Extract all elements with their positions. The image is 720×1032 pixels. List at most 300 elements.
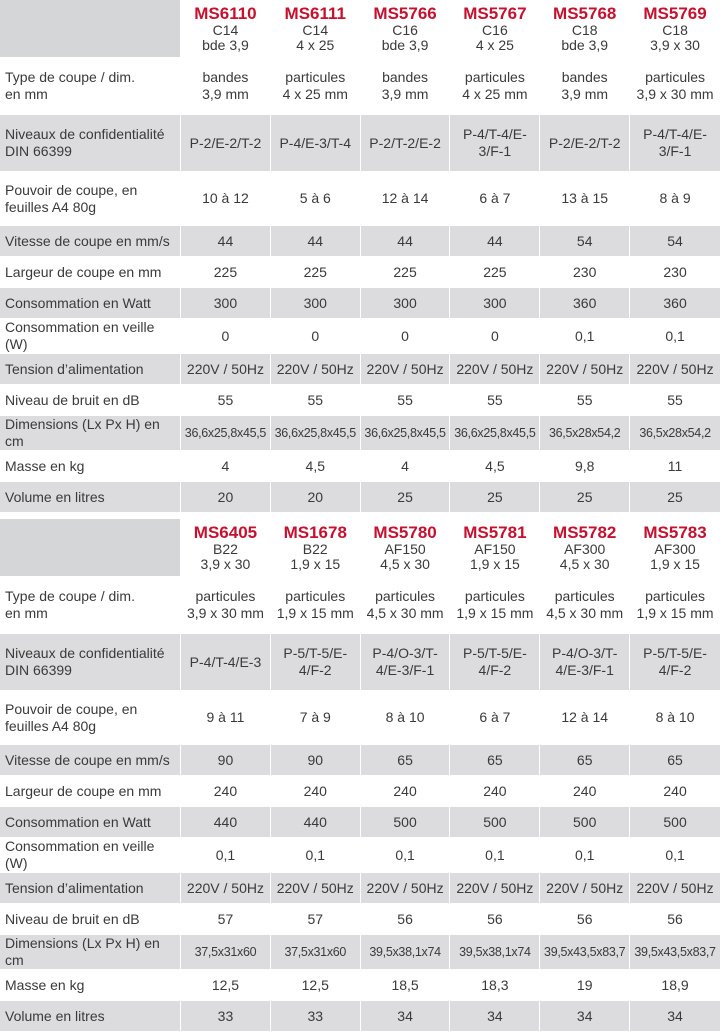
spec-cell: 56: [540, 904, 630, 935]
spec-cell: 25: [450, 482, 540, 513]
model-header: [271, 0, 361, 58]
spec-cell-line: 1,9 x 15 mm: [636, 605, 714, 621]
spec-cell-line: 4 x 25 mm: [462, 86, 528, 102]
spec-cell: 33: [271, 1001, 361, 1032]
spec-cell: 5 à 6: [271, 172, 361, 226]
spec-cell: 54: [540, 226, 630, 257]
spec-cell-line: particules: [645, 69, 706, 85]
spec-cell-line: 3,9 mm: [202, 86, 249, 102]
row-label: [0, 634, 181, 691]
row-label-line: Type de coupe / dim.: [5, 588, 135, 604]
model-name: MS6405: [193, 523, 258, 542]
model-cut-size: bde 3,9: [202, 37, 249, 53]
spec-cell: 500: [630, 807, 720, 838]
spec-cell: 0: [181, 319, 271, 354]
row-label: Consommation en Watt: [0, 807, 181, 838]
spec-cell: 39,5x38,1x74: [450, 935, 540, 970]
spec-cell-line: P-2/T-2/E-2: [369, 134, 441, 151]
model-name: MS5769: [643, 4, 707, 23]
spec-cell: [450, 115, 540, 172]
spec-cell: 39,5x38,1x74: [361, 935, 451, 970]
model-cut-size: 1,9 x 15: [290, 556, 341, 572]
spec-cell-line: P-2/E-2/T-2: [189, 134, 262, 151]
spec-cell-line: 3,9 mm: [381, 86, 429, 102]
spec-cell: [361, 577, 451, 634]
model-cut-size: 4,5 x 30: [380, 556, 430, 572]
row-label-line: feuilles A4 80g: [5, 198, 97, 215]
spec-cell: 18,5: [361, 970, 451, 1001]
spec-cell: 33: [181, 1001, 271, 1032]
model-header-row: [0, 0, 720, 58]
spec-cell: 220V / 50Hz: [181, 873, 271, 904]
spec-cell: [540, 634, 630, 691]
model-header: [361, 0, 451, 58]
row-label: Consommation en veille (W): [0, 838, 181, 873]
spec-cell-line: 1,9 x 15 mm: [276, 605, 354, 621]
spec-cell: [271, 634, 361, 691]
spec-cell: 12 à 14: [361, 172, 451, 226]
row-label: Largeur de coupe en mm: [0, 257, 181, 288]
model-cut-size: 1,9 x 15: [650, 556, 700, 572]
model-cut-size: 4,5 x 30: [559, 556, 610, 572]
spec-cell: 0,1: [361, 838, 451, 873]
spec-cell-line: 4,5 x 30 mm: [366, 605, 444, 621]
spec-cell-line: P-4/T-4/E-3: [189, 653, 262, 670]
spec-row-niveaux: [0, 115, 720, 172]
model-header: [450, 0, 540, 58]
spec-cell: 18,9: [630, 970, 720, 1001]
spec-row-bruit: [0, 385, 720, 416]
model-cut-size: 4 x 25: [296, 37, 335, 53]
spec-cell: 37,5x31x60: [181, 935, 271, 970]
spec-cell: 11: [630, 451, 720, 482]
spec-row-consommation: [0, 288, 720, 319]
model-header: [181, 519, 271, 577]
spec-cell-line: particules: [464, 69, 525, 85]
spec-row-niveaux: [0, 634, 720, 691]
spec-cell: 220V / 50Hz: [450, 354, 540, 385]
header-corner: [0, 0, 181, 58]
model-name: MS5781: [463, 523, 527, 542]
spec-cell-line: P-4/T-4/E-: [643, 126, 707, 142]
row-label: Masse en kg: [0, 970, 181, 1001]
row-label-line: Type de coupe / dim.: [5, 69, 135, 85]
model-cut-class: AF300: [564, 541, 606, 557]
model-header: [630, 519, 720, 577]
row-label: Consommation en veille (W): [0, 319, 181, 354]
model-header: [361, 519, 451, 577]
spec-cell: 44: [181, 226, 271, 257]
spec-cell: 240: [540, 776, 630, 807]
spec-cell-line: particules: [554, 588, 615, 604]
row-label: Volume en litres: [0, 1001, 181, 1032]
spec-cell: 55: [540, 385, 630, 416]
model-cut-class: C14: [212, 22, 239, 38]
spec-cell: 9,8: [540, 451, 630, 482]
spec-cell: 8 à 9: [630, 172, 720, 226]
row-label: [0, 172, 181, 226]
spec-cell: 225: [361, 257, 451, 288]
spec-cell: 4: [361, 451, 451, 482]
spec-cell: 36,6x25,8x45,5: [181, 416, 271, 451]
spec-cell: 65: [450, 745, 540, 776]
row-label: Masse en kg: [0, 451, 181, 482]
spec-cell: 55: [181, 385, 271, 416]
spec-cell: [540, 577, 630, 634]
spec-cell: 6 à 7: [450, 691, 540, 745]
row-label: Tension d’alimentation: [0, 873, 181, 904]
spec-cell: 8 à 10: [361, 691, 451, 745]
model-cut-size: 1,9 x 15: [469, 556, 520, 572]
spec-cell: 36,5x28x54,2: [630, 416, 720, 451]
row-label-line: en mm: [5, 605, 48, 621]
spec-cell: 500: [361, 807, 451, 838]
spec-row-pouvoir: [0, 691, 720, 745]
spec-cell: [181, 634, 271, 691]
spec-cell: 300: [361, 288, 451, 319]
spec-cell: 34: [361, 1001, 451, 1032]
row-label: Vitesse de coupe en mm/s: [0, 745, 181, 776]
model-header: [271, 519, 361, 577]
spec-cell: 44: [361, 226, 451, 257]
spec-cell: 0: [450, 319, 540, 354]
spec-cell: 440: [181, 807, 271, 838]
spec-cell: 12,5: [181, 970, 271, 1001]
spec-cell: 55: [271, 385, 361, 416]
spec-cell: 19: [540, 970, 630, 1001]
spec-cell: 39,5x43,5x83,7: [540, 935, 630, 970]
spec-cell: 0,1: [540, 319, 630, 354]
spec-cell: [630, 58, 720, 115]
row-label: Tension d’alimentation: [0, 354, 181, 385]
spec-cell: [630, 115, 720, 172]
spec-cell: 44: [271, 226, 361, 257]
spec-cell: 34: [630, 1001, 720, 1032]
spec-cell: 0: [271, 319, 361, 354]
spec-row-veille: [0, 838, 720, 873]
spec-cell-line: bandes: [561, 69, 608, 85]
spec-cell: 25: [361, 482, 451, 513]
spec-cell: 56: [450, 904, 540, 935]
spec-cell: 6 à 7: [450, 172, 540, 226]
spec-cell: [630, 634, 720, 691]
spec-cell-line: particules: [464, 588, 525, 604]
spec-cell: 240: [271, 776, 361, 807]
row-label: [0, 58, 181, 115]
model-cut-size: bde 3,9: [381, 37, 429, 53]
spec-cell: [361, 58, 451, 115]
spec-cell-line: 1,9 x 15 mm: [456, 605, 534, 621]
spec-cell-line: bandes: [202, 69, 249, 85]
spec-row-tension: [0, 873, 720, 904]
spec-cell-line: particules: [645, 588, 706, 604]
spec-cell: 240: [361, 776, 451, 807]
spec-cell: 12 à 14: [540, 691, 630, 745]
spec-cell: 9 à 11: [181, 691, 271, 745]
row-label-line: Niveaux de confidentialité: [5, 645, 165, 661]
model-name: MS6111: [284, 4, 346, 23]
row-label-line: Pouvoir de coupe, en: [5, 700, 138, 717]
spec-cell: 230: [630, 257, 720, 288]
spec-cell: 220V / 50Hz: [630, 873, 720, 904]
spec-cell: 54: [630, 226, 720, 257]
spec-cell-line: 4/E-3/F-1: [555, 662, 614, 678]
spec-cell: 220V / 50Hz: [450, 873, 540, 904]
model-cut-class: AF150: [474, 541, 516, 557]
spec-cell: 12,5: [271, 970, 361, 1001]
model-name: MS5766: [373, 4, 437, 23]
spec-cell-line: 3,9 mm: [561, 86, 609, 102]
row-label-line: en mm: [5, 86, 48, 102]
model-cut-size: 3,9 x 30: [200, 556, 251, 572]
spec-row-veille: [0, 319, 720, 354]
model-header: [181, 0, 271, 58]
spec-cell: 220V / 50Hz: [630, 354, 720, 385]
row-label: Volume en litres: [0, 482, 181, 513]
spec-cell: [271, 58, 361, 115]
spec-cell-line: P-4/T-4/E-: [462, 126, 527, 142]
row-label: Niveau de bruit en dB: [0, 904, 181, 935]
model-name: MS6110: [194, 4, 257, 23]
row-label: Vitesse de coupe en mm/s: [0, 226, 181, 257]
spec-cell: 20: [181, 482, 271, 513]
model-name: MS5768: [553, 4, 617, 23]
spec-cell: 0,1: [540, 838, 630, 873]
spec-cell: 230: [540, 257, 630, 288]
model-header-row: [0, 519, 720, 577]
spec-cell-line: 3/F-1: [478, 143, 512, 159]
spec-cell: 20: [271, 482, 361, 513]
row-label: Consommation en Watt: [0, 288, 181, 319]
spec-cell-line: particules: [285, 69, 346, 85]
spec-cell: 220V / 50Hz: [540, 354, 630, 385]
model-cut-class: C18: [571, 22, 598, 38]
spec-cell: [540, 58, 630, 115]
spec-table-2: [0, 519, 720, 1032]
spec-cell: [450, 634, 540, 691]
spec-cell: 7 à 9: [271, 691, 361, 745]
spec-row-vitesse: [0, 226, 720, 257]
spec-cell: 25: [630, 482, 720, 513]
spec-cell: 36,5x28x54,2: [540, 416, 630, 451]
spec-cell: 90: [271, 745, 361, 776]
spec-cell: [271, 577, 361, 634]
spec-cell-line: P-5/T-5/E-: [462, 645, 527, 661]
spec-cell: 500: [450, 807, 540, 838]
row-label-line: Niveaux de confidentialité: [5, 126, 165, 142]
spec-cell: 220V / 50Hz: [540, 873, 630, 904]
spec-cell-line: P-4/O-3/T-: [552, 645, 618, 661]
model-cut-class: B22: [302, 541, 328, 557]
spec-row-dimensions: [0, 935, 720, 970]
spec-cell: 240: [450, 776, 540, 807]
spec-cell-line: P-2/E-2/T-2: [548, 134, 621, 151]
spec-cell: [540, 115, 630, 172]
spec-cell-line: P-4/E-3/T-4: [279, 134, 352, 151]
spec-cell: 360: [630, 288, 720, 319]
spec-cell: [181, 577, 271, 634]
spec-cell: 57: [271, 904, 361, 935]
spec-cell: 500: [540, 807, 630, 838]
spec-cell: 240: [181, 776, 271, 807]
row-label: [0, 577, 181, 634]
spec-cell: 56: [361, 904, 451, 935]
row-label: Dimensions (Lx Px H) en cm: [0, 416, 181, 451]
spec-cell: [630, 577, 720, 634]
spec-cell-line: 4 x 25 mm: [282, 86, 348, 102]
row-label: Dimensions (Lx Px H) en cm: [0, 935, 181, 970]
spec-cell: 0: [361, 319, 451, 354]
spec-cell: 220V / 50Hz: [361, 354, 451, 385]
spec-cell-line: P-4/O-3/T-: [372, 645, 438, 661]
spec-cell: 55: [361, 385, 451, 416]
spec-cell-line: P-5/T-5/E-: [643, 645, 707, 661]
spec-row-consommation: [0, 807, 720, 838]
model-header: [540, 519, 630, 577]
spec-row-pouvoir: [0, 172, 720, 226]
spec-cell: [271, 115, 361, 172]
model-header: [630, 0, 720, 58]
spec-cell: 300: [181, 288, 271, 319]
model-cut-class: C18: [662, 22, 688, 38]
spec-cell-line: bandes: [382, 69, 429, 85]
header-corner: [0, 519, 181, 577]
spec-cell: 300: [271, 288, 361, 319]
spec-cell: 360: [540, 288, 630, 319]
spec-row-tension: [0, 354, 720, 385]
spec-cell: 240: [630, 776, 720, 807]
spec-cell: 0,1: [630, 319, 720, 354]
spec-cell: 44: [450, 226, 540, 257]
spec-cell: 300: [450, 288, 540, 319]
model-name: MS1678: [283, 523, 347, 542]
spec-cell: 39,5x43,5x83,7: [630, 935, 720, 970]
spec-cell: 225: [271, 257, 361, 288]
spec-table-1: [0, 0, 720, 513]
spec-row-largeur: [0, 776, 720, 807]
spec-cell-line: 3/F-1: [658, 143, 692, 159]
spec-cell: 36,6x25,8x45,5: [361, 416, 451, 451]
spec-cell: [361, 115, 451, 172]
spec-cell-line: 4/F-2: [478, 662, 512, 678]
spec-cell-line: 3,9 x 30 mm: [186, 605, 264, 621]
spec-cell: 10 à 12: [181, 172, 271, 226]
spec-row-volume: [0, 1001, 720, 1032]
model-cut-size: 3,9 x 30: [650, 37, 700, 53]
spec-cell: 90: [181, 745, 271, 776]
row-label: Largeur de coupe en mm: [0, 776, 181, 807]
model-name: MS5783: [643, 523, 707, 542]
spec-cell: 4,5: [450, 451, 540, 482]
spec-cell: 0,1: [271, 838, 361, 873]
model-cut-class: B22: [212, 541, 238, 557]
spec-cell: 36,6x25,8x45,5: [450, 416, 540, 451]
spec-cell: 25: [540, 482, 630, 513]
spec-row-volume: [0, 482, 720, 513]
spec-cell: 220V / 50Hz: [361, 873, 451, 904]
model-cut-class: AF150: [384, 541, 426, 557]
spec-cell: 0,1: [181, 838, 271, 873]
spec-cell: 225: [181, 257, 271, 288]
model-cut-class: C14: [302, 22, 329, 38]
spec-cell-line: 4/E-3/F-1: [375, 662, 435, 678]
spec-cell: 4,5: [271, 451, 361, 482]
spec-row-dimensions: [0, 416, 720, 451]
model-name: MS5767: [463, 4, 527, 23]
spec-cell-line: particules: [285, 588, 346, 604]
row-label-line: DIN 66399: [5, 662, 72, 678]
spec-cell: [450, 577, 540, 634]
spec-cell: [450, 58, 540, 115]
spec-row-vitesse: [0, 745, 720, 776]
row-label: Niveau de bruit en dB: [0, 385, 181, 416]
spec-cell: 225: [450, 257, 540, 288]
spec-row-bruit: [0, 904, 720, 935]
model-header: [450, 519, 540, 577]
spec-cell: 55: [450, 385, 540, 416]
spec-cell-line: 4,5 x 30 mm: [546, 605, 624, 621]
spec-cell: 220V / 50Hz: [271, 873, 361, 904]
model-cut-size: 4 x 25: [475, 37, 514, 53]
spec-cell: 220V / 50Hz: [271, 354, 361, 385]
spec-row-masse: [0, 970, 720, 1001]
spec-cell: 0,1: [450, 838, 540, 873]
spec-cell: 65: [630, 745, 720, 776]
model-header: [540, 0, 630, 58]
spec-cell: 4: [181, 451, 271, 482]
model-name: MS5780: [373, 523, 437, 542]
spec-cell: 55: [630, 385, 720, 416]
row-label-line: feuilles A4 80g: [5, 717, 97, 734]
spec-cell: 65: [361, 745, 451, 776]
spec-row-type-coupe: [0, 577, 720, 634]
spec-cell: 37,5x31x60: [271, 935, 361, 970]
spec-cell-line: 3,9 x 30 mm: [636, 86, 714, 102]
model-cut-class: C16: [482, 22, 508, 38]
spec-cell-line: particules: [195, 588, 256, 604]
model-name: MS5782: [553, 523, 617, 542]
spec-cell: 18,3: [450, 970, 540, 1001]
spec-cell: 34: [540, 1001, 630, 1032]
spec-cell-line: particules: [375, 588, 436, 604]
spec-cell-line: P-5/T-5/E-: [283, 645, 348, 661]
spec-cell: 0,1: [630, 838, 720, 873]
spec-cell: 34: [450, 1001, 540, 1032]
spec-cell: 36,6x25,8x45,5: [271, 416, 361, 451]
row-label-line: DIN 66399: [5, 143, 72, 159]
spec-cell: 65: [540, 745, 630, 776]
spec-cell-line: 4/F-2: [658, 662, 692, 678]
model-cut-size: bde 3,9: [561, 37, 609, 53]
spec-row-type-coupe: [0, 58, 720, 115]
spec-cell-line: 4/F-2: [298, 662, 332, 678]
spec-cell: [181, 58, 271, 115]
spec-cell: 56: [630, 904, 720, 935]
spec-cell: [181, 115, 271, 172]
spec-row-masse: [0, 451, 720, 482]
row-label: [0, 115, 181, 172]
spec-cell: 57: [181, 904, 271, 935]
model-cut-class: C16: [392, 22, 418, 38]
spec-cell: 13 à 15: [540, 172, 630, 226]
row-label-line: Pouvoir de coupe, en: [5, 181, 138, 198]
spec-row-largeur: [0, 257, 720, 288]
spec-cell: 440: [271, 807, 361, 838]
spec-cell: 8 à 10: [630, 691, 720, 745]
spec-cell: 220V / 50Hz: [181, 354, 271, 385]
model-cut-class: AF300: [654, 541, 696, 557]
row-label: [0, 691, 181, 745]
